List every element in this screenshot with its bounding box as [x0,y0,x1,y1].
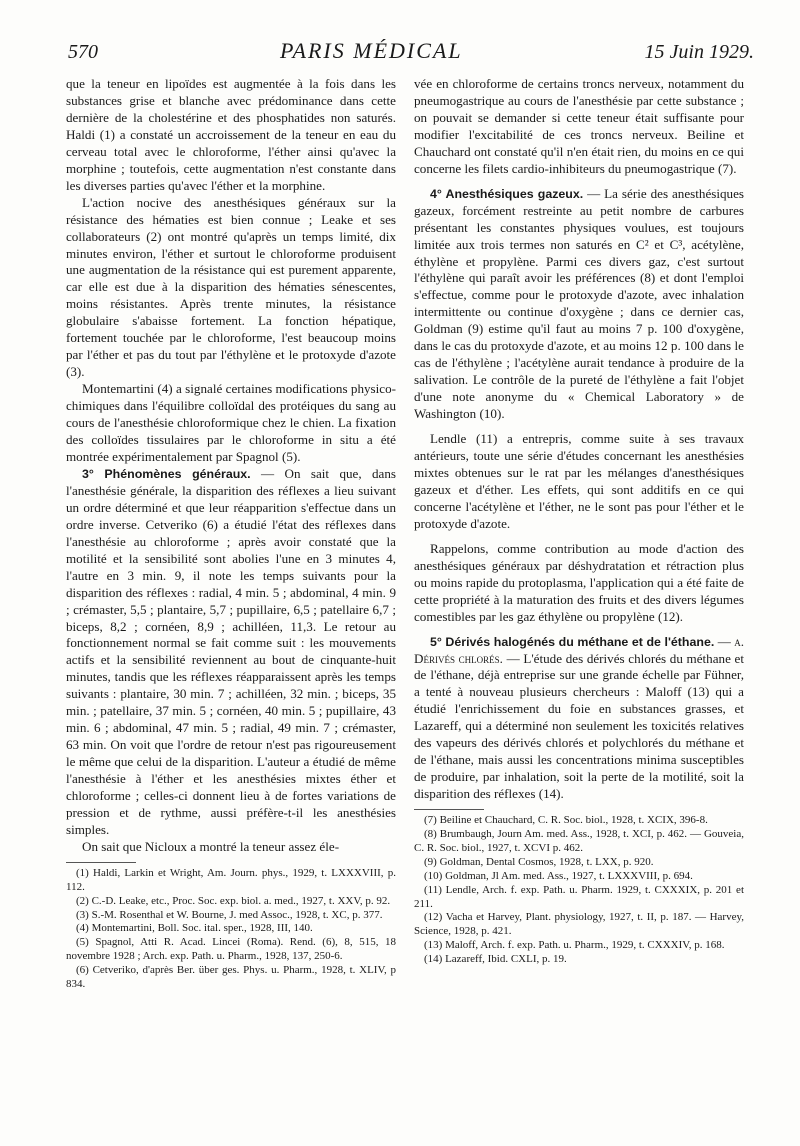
footnote: (10) Goldman, Jl Am. med. Ass., 1927, t. LXXXVIII, p. 694. [424,869,693,882]
paragraph-text: — L'étude des dérivés chlorés du méthane et de l'éthane, déjà entreprise sur une grande échelle par Fühner, a tenté à nouveau plusieurs chercheurs : Maloff (13) qui a étudié l'enrichissement du foie en substances grasses, et Lazareff, qui a déterminé non seulement les toxicités relatives des vapeurs des dérivés chlorés et polychlorés du méthane et de l'éthane, mais aussi les concentrations minima susceptibles de produire, par inhalation, soit la perte de la motilité, soit la disparition des réflexes (14). [414,650,744,802]
footnote: (5) Spagnol, Atti R. Acad. Lincei (Roma). Rend. (6), 8, 515, 18 novembre 1928 ; Arch. exp. Path. u. Pharm., 1928, 137, 250-6. [66,936,396,963]
section-heading: 4° Anesthésiques gazeux. [430,186,584,201]
paragraph: L'action nocive des anesthésiques généraux sur la résistance des hématies est bien connue ; Leake et ses collaborateurs (2) ont montré qu'après un temps limité, dix minutes environ, l'éther et surtout le chloroforme produisent une augmentation de la résistance qui est purement apparente, car elle est due à la disparition des hématies sénescentes, moins résistantes. Après trente minutes, la résistance globulaire s'abaisse fortement. La fonction hépatique, fortement touchée par le chloroforme, l'est beaucoup moins par l'éther et pas du tout par l'éthylène et le protoxyde d'azote (3). [66,194,396,380]
footnote-divider [414,809,484,810]
footnote: (13) Maloff, Arch. f. exp. Path. u. Pharm., 1929, t. CXXXIV, p. 168. [424,939,725,952]
paragraph: Montemartini (4) a signalé certaines modifications physico-chimiques dans l'équilibre colloïdal des protéiques du sang au cours de l'anesthésie chloroformique chez le chien. La fixation des colloïdes tissulaires par le chloroforme in situ a été montrée expérimentalement par Spagnol (5). [66,381,396,464]
section-heading: 3° Phénomènes généraux. [82,466,251,481]
paragraph [414,186,744,423]
paragraph: Lendle (11) a entrepris, comme suite à ses travaux antérieurs, toute une série d'études concernant les anesthésies mixtes obtenues sur le rat par les mélanges d'anesthésiques gazeux et d'éther. Les effets, qui sont additifs en ce qui concerne l'acétylène et l'éther, ne le sont pas pour l'éther et le protoxyde d'azote. [414,431,744,531]
footnote: (1) Haldi, Larkin et Wright, Am. Journ. phys., 1929, t. LXXXVIII, p. 112. [66,866,396,893]
footnote: (11) Lendle, Arch. f. exp. Path. u. Pharm. 1929, t. CXXXIX, p. 201 et 211. [414,883,744,910]
footnote: (2) C.-D. Leake, etc., Proc. Soc. exp. biol. a. med., 1927, t. XXV, p. 92. [76,894,391,907]
footnote: (4) Montemartini, Boll. Soc. ital. sper., 1928, III, 140. [76,922,313,935]
footnote: (3) S.-M. Rosenthal et W. Bourne, J. med Assoc., 1928, t. XC, p. 377. [76,908,383,921]
footnote: (12) Vacha et Harvey, Plant. physiology, 1927, t. II, p. 187. — Harvey, Science, 1928, p. 421. [414,911,744,938]
paragraph: Rappelons, comme contribution au mode d'action des anesthésiques généraux par déshydratation et rétraction plus ou moins rapide du protoplasma, l'application qui a été faite de cette propriété à la maturation des fruits et des divers légumes comestibles par les gaz éthylène ou propylène (12). [414,540,744,624]
footnote: (7) Beiline et Chauchard, C. R. Soc. biol., 1928, t. XCIX, 396-8. [424,814,708,827]
journal-title: PARIS MÉDICAL [279,38,463,63]
footnote-divider [66,862,136,863]
footnote: (8) Brumbaugh, Journ Am. med. Ass., 1928, t. XCI, p. 462. — Gouveia, C. R. Soc. biol., 1927, t. XCVI p. 462. [414,827,744,854]
paragraph: On sait que Nicloux a montré la teneur assez éle- [82,838,340,854]
section-heading: 5° Dérivés halogénés du méthane et de l'éthane. [430,634,715,649]
page-number: 570 [68,41,98,63]
page-header [68,38,754,68]
issue-date: 15 Juin 1929. [644,41,754,63]
subsection-heading: — a. Dérivés chlorés. [414,633,745,666]
paragraph: vée en chloroforme de certains troncs nerveux, notamment du pneumogastrique au cours de l'anesthésie par cette substance ; on pouvait se demander si cette teneur était suffisante pour modifier l'excitabilité de ces troncs nerveux. Beiline et Chauchard ont constaté qu'il n'en était rien, du moins en ce qui concerne les filets cardio-inhibiteurs du pneumogastrique (7). [414,76,744,176]
paragraph-text: — La série des anesthésiques gazeux, forcément restreinte au petit nombre de carbures présentant les constantes physiques voulues, est toujours limitée aux trois termes non saturés en C² et C³, acétylène, éthylène et propylène. Parmi ces divers gaz, c'est surtout l'éthylène qui paraît avoir les préférences (8) et dont l'emploi s'effectue, comme pour le protoxyde d'azote, avec inhalation intermittente ou continue d'oxygène ; dans ce dernier cas, Goldman (9) estime qu'il faut au moins 7 p. 100 d'oxygène, dans le cas du protoxyde d'azote, et au moins 12 p. 100 dans le cas de l'éthylène ; l'acétylène aurait tendance à produire de la salivation. Le contrôle de la pureté de l'éthylène a fait l'objet d'une note anonyme du « Chemical Laboratory » de Washington (10). [414,185,744,422]
paragraph [414,634,744,804]
left-column [66,76,396,992]
right-column [414,76,744,967]
footnote: (9) Goldman, Dental Cosmos, 1928, t. LXX, p. 920. [424,855,654,868]
paragraph: que la teneur en lipoïdes est augmentée à la fois dans les substances grise et blanche avec prédominance dans cette dernière de la cholestérine et des phosphatides non saturés. Haldi (1) a constaté un accroissement de la teneur en eau du cerveau total avec le chloroforme, l'éther ainsi qu'avec la morphine ; toutefois, cette augmentation n'est constante dans les diverses parties qu'avec l'éther et la morphine. [66,76,396,193]
footnote: (14) Lazareff, Ibid. CXLI, p. 19. [424,953,567,966]
paragraph-text: — On sait que, dans l'anesthésie générale, la disparition des réflexes a lieu suivant un ordre déterminé et que leur réapparition s'effectue dans un ordre inverse. Cetveriko (6) a étudié l'état des réflexes dans l'anesthésie au chloroforme ; après avoir constaté que la motilité et la sensibilité sont abolies l'une en 3 minutes 4, l'autre en 3 min. 9, il note les temps suivants pour la disparition des réflexes : radial, 4 min. 5 ; abdominal, 4 min. 9 ; crémaster, 5,5 ; plantaire, 5,7 ; pupillaire, 6,5 ; patellaire 6,7 ; biceps, 8,2 ; cornéen, 8,9 ; achilléen, 11,3. Le retour au fonctionnement normal se fait comme suit : les mouvements actifs et la sensibilité reviennent au bout de cinquante-huit minutes, tandis que les réflexes réapparaissent après les temps suivants : plantaire, 30 min. 7 ; achilléen, 32 min. ; biceps, 35 min. ; patellaire, 37 min. 5 ; cornéen, 40 min. 5 ; pupillaire, 43 min. 6 ; abdominal, 47 min. 5 ; radial, 49 min. 7 ; crémaster, 63 min. On voit que l'ordre de retour n'est pas rigoureusement le même que celui de la disparition. L'auteur a étudié de même l'anesthésie à l'éther et les anesthésies mixtes éther et chloroforme ; celles-ci donnent lieu à de fortes variations de pression et de rythme, aussi préfère-t-il les anesthésies simples. [66,465,397,837]
paragraph [66,466,396,839]
footnote: (6) Cetveriko, d'après Ber. über ges. Phys. u. Pharm., 1928, t. XLIV, p 834. [66,964,396,991]
